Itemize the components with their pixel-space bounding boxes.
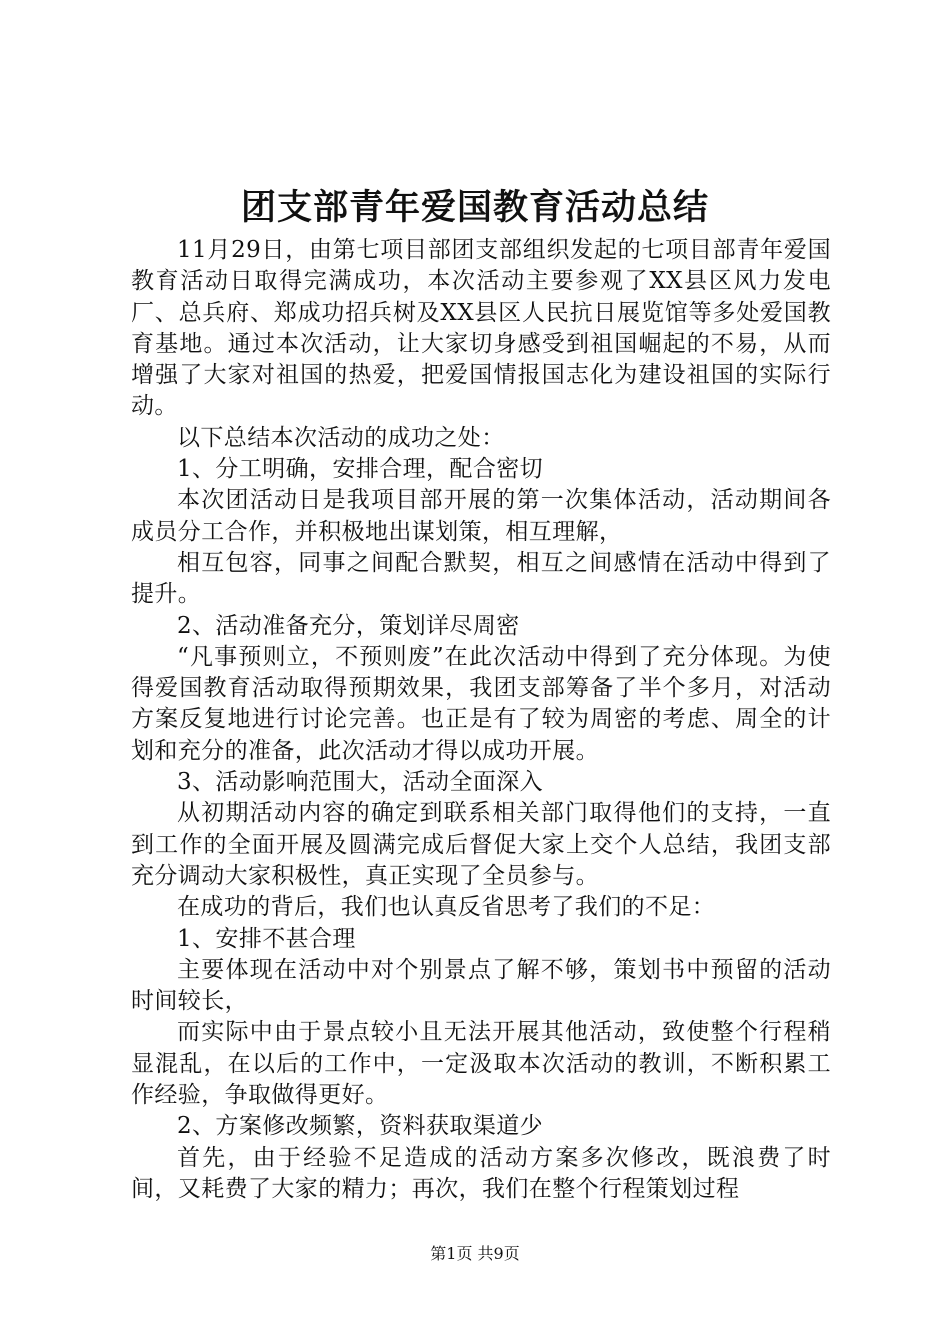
paragraph: 本次团活动日是我项目部开展的第一次集体活动，活动期间各成员分工合作，并积极地出谋划策，相互理解， <box>131 487 831 545</box>
page-number-footer: 第1页 共9页 <box>430 1244 520 1263</box>
paragraph: 而实际中由于景点较小且无法开展其他活动，致使整个行程稍显混乱，在以后的工作中，一定汲取本次活动的教训，不断积累工作经验，争取做得更好。 <box>131 1019 831 1109</box>
section-heading: 3、活动影响范围大，活动全面深入 <box>177 769 544 796</box>
section-heading: 1、分工明确，安排合理，配合密切 <box>177 456 544 483</box>
paragraph: 相互包容，同事之间配合默契，相互之间感情在活动中得到了提升。 <box>131 549 831 608</box>
document-body <box>131 235 831 1205</box>
paragraph: 11月29日，由第七项目部团支部组织发起的七项目部青年爱国教育活动日取得完满成功，本次活动主要参观了XX县区风力发电厂、总兵府、郑成功招兵树及XX县区人民抗日展览馆等多处爱国教育基地。通过本次活动，让大家切身感受到祖国崛起的不易，从而增强了大家对祖国的热爱，把爱国情报国志化为建设祖国的实际行动。 <box>131 237 831 420</box>
paragraph: “凡事预则立，不预则废”在此次活动中得到了充分体现。为使得爱国教育活动取得预期效果，我团支部筹备了半个多月，对活动方案反复地进行讨论完善。也正是有了较为周密的考虑、周全的计划和充分的准备，此次活动才得以成功开展。 <box>131 643 831 764</box>
section-heading: 2、活动准备充分，策划详尽周密 <box>177 612 520 639</box>
paragraph: 首先，由于经验不足造成的活动方案多次修改，既浪费了时间，又耗费了大家的精力；再次，我们在整个行程策划过程 <box>131 1144 831 1202</box>
section-heading: 2、方案修改频繁，资料获取渠道少 <box>177 1113 544 1140</box>
section-heading: 1、安排不甚合理 <box>177 925 356 952</box>
paragraph: 以下总结本次活动的成功之处： <box>177 424 505 451</box>
paragraph: 在成功的背后，我们也认真反省思考了我们的不足： <box>177 894 716 921</box>
document-title: 团支部青年爱国教育活动总结 <box>240 187 709 228</box>
paragraph: 从初期活动内容的确定到联系相关部门取得他们的支持，一直到工作的全面开展及圆满完成后督促大家上交个人总结，我团支部充分调动大家积极性，真正实现了全员参与。 <box>131 800 831 889</box>
paragraph: 主要体现在活动中对个别景点了解不够，策划书中预留的活动时间较长， <box>131 956 831 1015</box>
